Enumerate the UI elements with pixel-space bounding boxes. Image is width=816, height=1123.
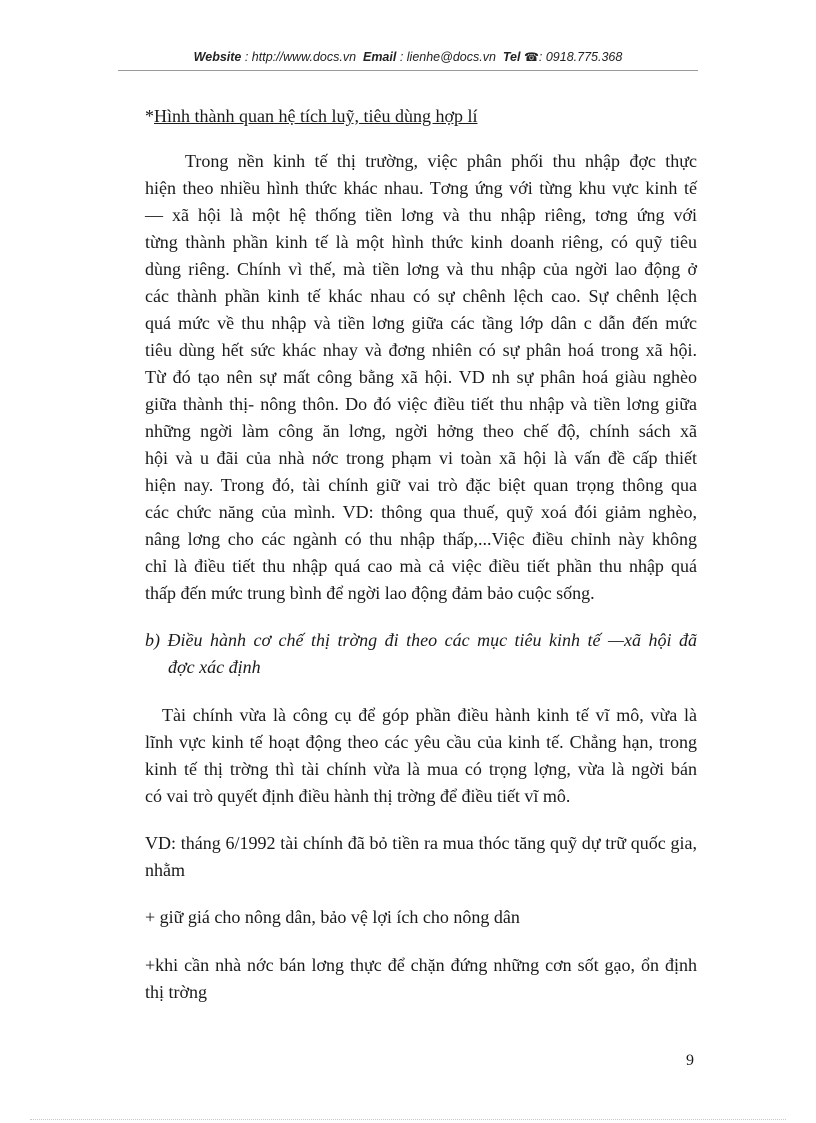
heading-text: Hình thành quan hệ tích luỹ, tiêu dùng hợp lí — [154, 106, 478, 126]
paragraph3-line: VD: tháng 6/1992 tài chính đã bỏ tiền ra mua thóc tăng quỹ dự trữ quốc gia, — [145, 833, 697, 853]
paragraph1-line: quá mức về thu nhập và tiền lơng giữa các tầng lớp dân c dẫn đến mức — [145, 313, 697, 333]
paragraph1-line: các thành phần kinh tế khác nhau có sự chênh lệch cao. Sự chênh lệch — [145, 286, 697, 306]
tel-value: : 0918.775.368 — [538, 50, 623, 64]
bullet-item-continuation: thị trờng — [145, 982, 208, 1002]
paragraph1-line: nâng lơng cho các ngành có thu nhập thấp,...Việc điều chỉnh này không — [145, 529, 697, 549]
paragraph1-line: tiêu dùng hết sức khác nhay và đơng nhiên có sự phân hoá trong xã hội. — [145, 340, 697, 360]
subheading-line: b) Điều hành cơ chế thị trờng đi theo các mục tiêu kinh tế —xã hội đã — [145, 630, 697, 650]
paragraph1-line: giữa thành thị- nông thôn. Do đó việc điều tiết thu nhập và tiền lơng giữa — [145, 394, 697, 414]
paragraph2-line: Tài chính vừa là công cụ để góp phần điều hành kinh tế vĩ mô, vừa là — [162, 705, 697, 725]
paragraph1-line: Trong nền kinh tế thị trường, việc phân phối thu nhập đợc thực — [185, 151, 697, 171]
paragraph3-line: nhằm — [145, 860, 185, 880]
bullet-item: +khi cần nhà nớc bán lơng thực để chặn đứng những cơn sốt gạo, ổn định — [145, 955, 697, 975]
website-label: Website — [193, 50, 242, 64]
phone-icon: ☎ — [523, 50, 539, 64]
bottom-divider — [30, 1119, 786, 1120]
email-value: : lienhe@docs.vn — [399, 50, 496, 64]
page-number: 9 — [686, 1052, 694, 1069]
paragraph1-line: dùng riêng. Chính vì thế, mà tiền lơng và thu nhập của ngời lao động ở — [145, 259, 697, 279]
paragraph2-line: có vai trò quyết định điều hành thị trờng để điều tiết vĩ mô. — [145, 786, 571, 806]
section-heading — [145, 103, 697, 129]
paragraph1-line: Từ đó tạo nên sự mất công bằng xã hội. VD nh sự phân hoá giàu nghèo — [145, 367, 697, 387]
paragraph1-line: hội và u đãi của nhà nớc trong phạm vi toàn xã hội là vấn đề cấp thiết — [145, 448, 697, 468]
tel-label: Tel — [502, 50, 521, 64]
heading-star: * — [145, 106, 154, 126]
header-divider — [118, 70, 698, 71]
paragraph1-line: thấp đến mức trung bình để ngời lao động đảm bảo cuộc sống. — [145, 583, 595, 603]
paragraph1-line: hiện nay. Trong đó, tài chính giữ vai trò đặc biệt quan trọng thông qua — [145, 475, 697, 495]
paragraph1-line: từng thành phần kinh tế là một hình thức kinh doanh riêng, có quỹ tiêu — [145, 232, 697, 252]
email-label: Email — [362, 50, 397, 64]
subheading-line: đợc xác định — [168, 657, 261, 677]
paragraph1-line: hiện theo nhiều hình thức khác nhau. Tơng ứng với từng khu vực kinh tế — [145, 178, 697, 198]
paragraph1-line: các chức năng của mình. VD: thông qua thuế, quỹ xoá đói giảm nghèo, — [145, 502, 697, 522]
bullet-item: + giữ giá cho nông dân, bảo vệ lợi ích cho nông dân — [145, 907, 520, 927]
paragraph2-line: lĩnh vực kinh tế hoạt động theo các yêu cầu của kinh tế. Chẳng hạn, trong — [145, 732, 697, 752]
paragraph2-line: kinh tế thị trờng thì tài chính vừa là mua có trọng lợng, vừa là ngời bán — [145, 759, 697, 779]
paragraph1-line: — xã hội là một hệ thống tiền lơng và thu nhập riêng, tơng ứng với — [145, 205, 697, 225]
paragraph1-line: chỉ là điều tiết thu nhập quá cao mà cả việc điều tiết phần thu nhập quá — [145, 556, 697, 576]
paragraph1-line: những ngời làm công ăn lơng, ngời hởng theo chế độ, chính sách xã — [145, 421, 697, 441]
website-value: : http://www.docs.vn — [244, 50, 357, 64]
page-header — [0, 50, 816, 64]
